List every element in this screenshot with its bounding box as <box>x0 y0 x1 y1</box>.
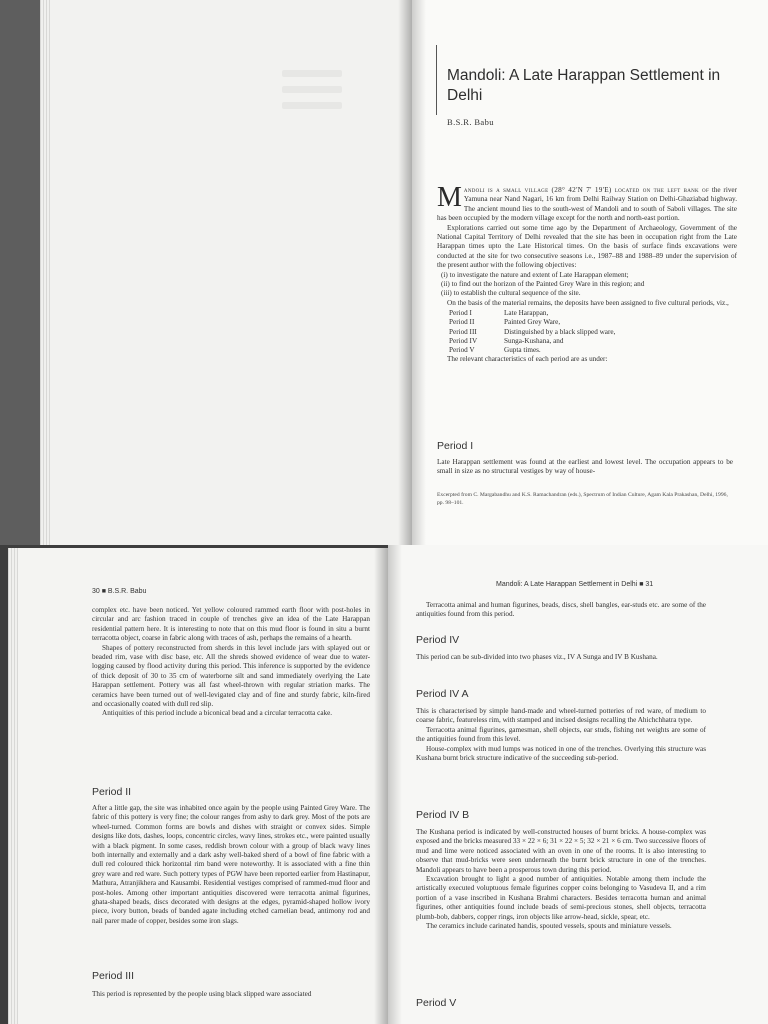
intro-text <box>437 182 737 365</box>
period-2-text: After a little gap, the site was inhabited once again by the people using Painted Grey Ware. The fabric of this pottery is very fine; the colour ranges from ashy to dark grey. Most of the pots are wheel-turned. Common forms are bowls and dishes with straight or convex sides. Simple designs like dots, dashes, loops, concentric circles, wavy lines, strokes etc., were painted usually with a black pigment. In some cases, reddish brown colour with a group of black wavy lines both internally and externally and a dark ashy well-baked sherd of a bowl of fine fabric with a dull red coloured thick horizontal rim band were noteworthy. It is associated with a fine thin grey ware and red ware. Such pottery types of PGW have been reported earlier from Hastinapur, Mathura, Atranjikhera and Kausambi. Residential vestiges comprised of rammed-mud floor and post-holes. Among other important antiquities discovered were terracotta animal figurines, ghata-shaped beads, discs decorated with designs at the edges, pyramid-shaped hollow ivory piece, ivory button, beads of banded agate including etched carnelian bead, antimony rod and nail parer made of copper, besides some iron slags. <box>92 804 370 925</box>
running-head: 30 ■ B.S.R. Babu <box>92 588 147 595</box>
periods-table-row <box>449 328 615 337</box>
intro-paragraph-3: On the basis of the material remains, the deposits have been assigned to five cultural periods, viz., <box>447 298 729 307</box>
period-name: Period III <box>449 327 477 336</box>
paragraph: Antiquities of this period include a biconical bead and a circular terracotta cake. <box>102 709 333 718</box>
intro-paragraph-1-rest: the river Yamuna near Nand Nagari, 16 km from Delhi Railway Station on Delhi-Ghaziabad highway. The ancient mound lies to the south-west of Mandoli and to south of Saboli villages. The site has been occupied by the modern village except for the north and north-east portion. <box>437 186 737 223</box>
period-name: Period IV <box>449 336 478 345</box>
period-desc: Late Harappan, <box>504 309 549 318</box>
drop-cap: M <box>437 182 462 213</box>
intro-paragraph-1 <box>437 182 737 224</box>
section-heading-period-5: Period V <box>416 997 457 1009</box>
section-heading-period-4: Period IV <box>416 634 460 646</box>
lead-in: andoli is a small village (28° 42'N 7' 19'E) located on the left bank of <box>463 186 710 194</box>
running-head: Mandoli: A Late Harappan Settlement in Delhi ■ 31 <box>496 581 654 588</box>
period-desc: Distinguished by a black slipped ware, <box>504 327 616 336</box>
period-4a-text <box>416 707 706 763</box>
page-edge-stack <box>8 548 18 1024</box>
period-3-continued-text: Terracotta animal and human figurines, beads, discs, shell bangles, ear-studs etc. are some of the antiquities found from this period. <box>416 601 706 619</box>
bottom-left-page <box>8 548 388 1024</box>
period-1-text: Late Harappan settlement was found at the earliest and lowest level. The occupation appears to be small in size as no structural vestiges by way of house- <box>437 458 733 476</box>
top-left-page <box>40 0 412 545</box>
page-edge-stack <box>40 0 50 545</box>
period-4-text: This period can be sub-divided into two phases viz., IV A Sunga and IV B Kushana. <box>416 653 658 661</box>
top-right-page <box>412 0 768 545</box>
objective-item: (i) to investigate the nature and extent of Late Harappan element; <box>441 270 629 279</box>
periods-table-row <box>449 318 615 327</box>
periods-table-row <box>449 337 615 346</box>
gutter-shadow <box>388 545 402 1024</box>
gutter-shadow <box>374 548 388 1024</box>
show-through-text <box>282 70 342 118</box>
objective-item: (ii) to find out the horizon of the Painted Grey Ware in this region; and <box>441 280 645 289</box>
period-name: Period V <box>449 346 475 355</box>
periods-table-row <box>449 346 615 355</box>
period-3-text: This period is represented by the people using black slipped ware associated <box>92 990 312 998</box>
page-30-body <box>92 606 370 719</box>
intro-paragraph-4: The relevant characteristics of each period are as under: <box>447 355 608 364</box>
intro-paragraph-2: Explorations carried out some time ago by the Department of Archaeology, Government of the National Capital Territory of Delhi revealed that the site has been in occupation right from the Late Harappan times upto the Late Historical times. On the basis of surface finds excavations were conducted at the site for two consecutive seasons i.e., 1987–88 and 1988–89 under the supervision of the present author with the following objectives: <box>437 223 737 270</box>
period-desc: Painted Grey Ware, <box>504 318 561 327</box>
section-heading-period-2: Period II <box>92 786 132 798</box>
section-heading-period-4a: Period IV A <box>416 688 469 700</box>
title-rule <box>436 45 437 115</box>
paragraph: This is characterised by simple hand-made and wheel-turned potteries of red ware, of medium to coarse fabric, featureless rim, with stamped and incised designs recalling the Ahichchhatra type. <box>416 707 706 725</box>
chapter-title: Mandoli: A Late Harappan Settlement in Delhi <box>447 67 721 104</box>
section-heading-period-3: Period III <box>92 970 135 982</box>
paragraph: Excavation brought to light a good number of antiquities. Notable among them include the artistically executed voluptuous female figurines copper coins belonging to Vasudeva II, and a rim portion of a vase inscribed in Kushana Brahmi characters. Besides terracotta human and animal figurines, other antiquities found include beads of semi-precious stones, shell objects, terracotta plumb-bob, dabbers, copper rings, iron objects like arrow-head, sickle, spear, etc. <box>416 875 706 921</box>
period-desc: Sunga-Kushana, and <box>504 336 564 345</box>
paragraph: House-complex with mud lumps was noticed in one of the trenches. Overlying this structure was Kushana burnt brick structure indicative of the succeeding sub-period. <box>416 744 706 763</box>
paragraph: Terracotta animal figurines, gamesman, shell objects, ear studs, fishing net weights are some of the antiquities found from this level. <box>416 725 706 744</box>
section-heading-period-4b: Period IV B <box>416 809 470 821</box>
period-name: Period I <box>449 309 472 318</box>
paragraph: Shapes of pottery reconstructed from sherds in this level include jars with splayed out or beaded rim, vase with disc base, etc. All the shreds showed evidence of wear due to water-logging caused by flood activity during this period. This inference is supported by the evidence of thick deposit of 30 to 35 cm of waterborne silt and sand immediately overlying the Late Harappan settlement. Pottery was all fast wheel-thrown with regular striation marks. The ceramics have been turned out of well-levigated clay and of fine and sturdy fabric, kiln-fired and occasionally coated with dull red slip. <box>92 643 370 709</box>
paragraph: complex etc. have been noticed. Yet yellow coloured rammed earth floor with post-holes in circular and arc fashion traced in couple of trenches give an idea of the Late Harappan residential pattern here. It is interesting to note that on this mud floor is found in situ a burnt terracotta object, coarse in fabric along with traces of ash, perhaps the remains of a hearth. <box>92 606 370 643</box>
objective-item: (iii) to establish the cultural sequence of the site. <box>441 289 581 298</box>
period-4b-text <box>416 828 706 931</box>
gutter-shadow <box>412 0 426 545</box>
chapter-author: B.S.R. Babu <box>447 117 494 127</box>
source-footnote: Excerpted from C. Margabandhu and K.S. Ramachandran (eds.), Spectrum of Indian Culture, Agam Kala Prakashan, Delhi, 1996, pp. 98–101. <box>437 492 728 506</box>
bottom-right-page <box>388 545 768 1024</box>
paragraph: The Kushana period is indicated by well-constructed houses of burnt bricks. A house-complex was exposed and the bricks measured 33 × 22 × 6; 31 × 22 × 5; 32 × 21 × 6 cm. Two successive floors of mud and lime were noticed associated with an oven in one of the rooms. It is also interesting to observe that mud-bricks were seen underneath the burnt brick structure in one of the trenches. Mandoli appears to have been a prosperous town during this period. <box>416 828 706 874</box>
section-heading-period-1: Period I <box>437 440 474 452</box>
periods-table <box>449 309 615 355</box>
period-desc: Gupta times. <box>504 346 541 355</box>
paragraph: The ceramics include carinated handis, spouted vessels, spouts and miniature vessels. <box>426 922 672 931</box>
gutter-shadow <box>398 0 412 545</box>
periods-table-row <box>449 309 615 318</box>
period-name: Period II <box>449 318 475 327</box>
